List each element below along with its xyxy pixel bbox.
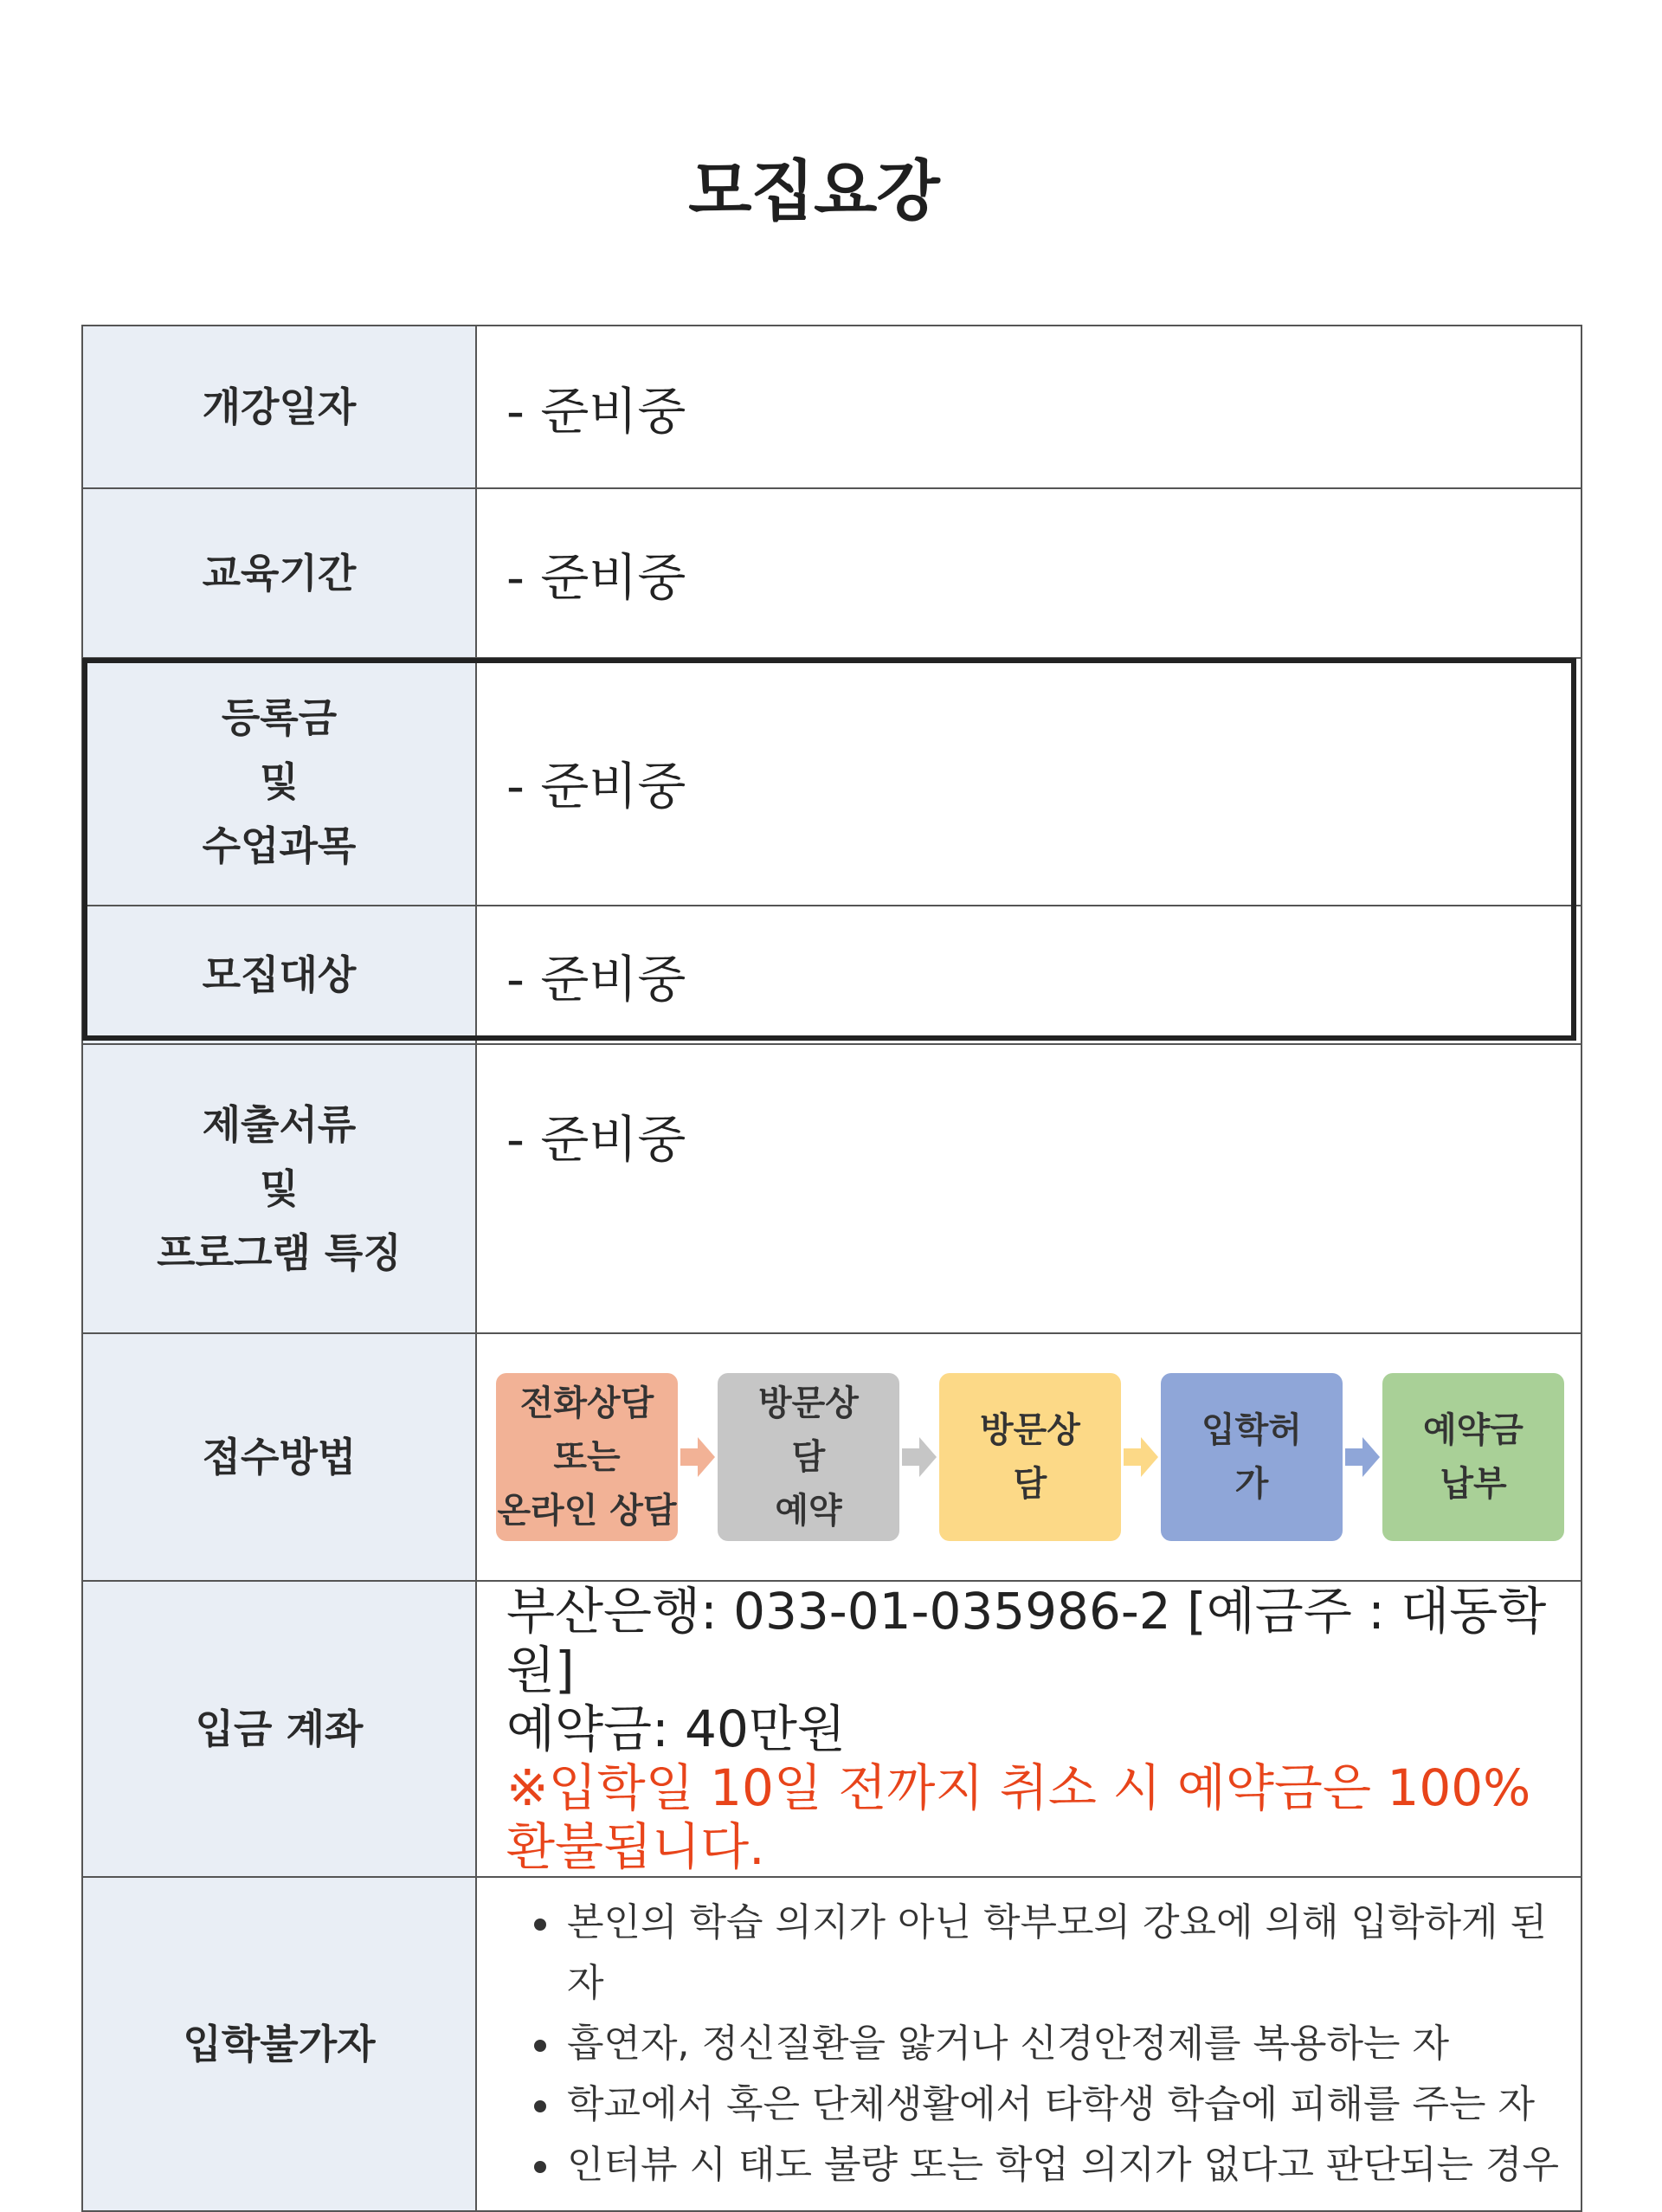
row-label bbox=[82, 326, 476, 488]
step-text: 온라인 상담 bbox=[497, 1491, 677, 1531]
row-value bbox=[476, 658, 1581, 906]
ineligible-list bbox=[506, 1893, 1581, 2196]
ineligible-list-cell bbox=[476, 1877, 1581, 2211]
table-row bbox=[82, 1581, 1581, 1877]
table-row bbox=[82, 488, 1581, 658]
deposit-amount-line: 예약금: 40만원 bbox=[506, 1699, 846, 1758]
step-visit-reservation bbox=[718, 1373, 899, 1541]
step-deposit-payment bbox=[1382, 1373, 1564, 1541]
row-label-text: 입학불가자 bbox=[183, 2021, 376, 2067]
page-title: 모집요강 bbox=[688, 152, 939, 229]
step-text: 담 bbox=[791, 1437, 826, 1477]
list-item-text: 흡연자, 정신질환을 앓거나 신경안정제를 복용하는 자 bbox=[567, 2022, 1450, 2066]
step-text: 담 bbox=[1013, 1464, 1047, 1504]
list-item bbox=[529, 2074, 1581, 2135]
arrow-right-icon bbox=[1123, 1431, 1159, 1483]
row-label-text: 개강일자 bbox=[202, 384, 357, 430]
row-value bbox=[476, 488, 1581, 658]
bullet-icon bbox=[534, 2040, 546, 2052]
row-value-text: - 준비중 bbox=[506, 548, 686, 607]
table-row bbox=[82, 1877, 1581, 2211]
table-row bbox=[82, 326, 1581, 488]
row-value-text: - 준비중 bbox=[506, 382, 686, 441]
row-label-text: 제출서류 bbox=[202, 1101, 357, 1148]
step-text: 전화상담 bbox=[519, 1383, 654, 1423]
row-value-text: - 준비중 bbox=[506, 757, 686, 816]
row-label bbox=[82, 1581, 476, 1877]
bullet-icon bbox=[534, 2100, 546, 2112]
step-text: 방문상 bbox=[980, 1410, 1080, 1450]
table-row bbox=[82, 1044, 1581, 1333]
deposit-account-info bbox=[476, 1581, 1581, 1877]
bank-account-line: 부산은행: 033-01-035986-2 [예금주 : 대동학원] bbox=[506, 1582, 1547, 1699]
row-label-text: 모집대상 bbox=[202, 951, 357, 998]
row-label bbox=[82, 488, 476, 658]
step-text: 입학허 bbox=[1201, 1410, 1302, 1450]
row-label-text: 프로그램 특징 bbox=[157, 1229, 402, 1276]
bullet-icon bbox=[534, 2161, 546, 2173]
step-text: 방문상 bbox=[758, 1383, 859, 1423]
row-value bbox=[476, 1044, 1581, 1333]
arrow-right-icon bbox=[680, 1431, 716, 1483]
row-label bbox=[82, 906, 476, 1044]
row-value-text: - 준비중 bbox=[506, 1110, 686, 1169]
step-text: 예약금 bbox=[1423, 1410, 1524, 1450]
row-label-text: 등록금 bbox=[221, 694, 338, 741]
step-text: 가 bbox=[1234, 1464, 1269, 1504]
row-value-text: - 준비중 bbox=[506, 950, 686, 1009]
row-label-text: 수업과목 bbox=[202, 822, 357, 869]
admission-requirements-table bbox=[81, 325, 1582, 2212]
table-row bbox=[82, 658, 1581, 906]
row-label-text: 접수방법 bbox=[202, 1434, 357, 1480]
step-text: 또는 bbox=[553, 1437, 621, 1477]
arrow-right-icon bbox=[901, 1431, 937, 1483]
row-label bbox=[82, 1877, 476, 2211]
list-item-text: 인터뷰 시 태도 불량 또는 학업 의지가 없다고 판단되는 경우 bbox=[567, 2143, 1559, 2187]
row-label-text: 및 bbox=[260, 758, 299, 805]
arrow-right-icon bbox=[1344, 1431, 1381, 1483]
row-value bbox=[476, 906, 1581, 1044]
list-item bbox=[529, 2014, 1581, 2074]
row-label bbox=[82, 658, 476, 906]
row-value bbox=[476, 326, 1581, 488]
row-label bbox=[82, 1333, 476, 1581]
application-steps bbox=[496, 1373, 1581, 1541]
refund-notice: ※입학일 10일 전까지 취소 시 예약금은 100% 환불됩니다. bbox=[506, 1758, 1531, 1876]
table-row bbox=[82, 906, 1581, 1044]
row-label bbox=[82, 1044, 476, 1333]
table-row bbox=[82, 1333, 1581, 1581]
step-visit-consult bbox=[939, 1373, 1121, 1541]
step-text: 납부 bbox=[1440, 1464, 1507, 1504]
row-label-text: 교육기간 bbox=[202, 550, 357, 597]
step-phone-consult bbox=[496, 1373, 678, 1541]
application-steps-cell bbox=[476, 1333, 1581, 1581]
bullet-icon bbox=[534, 1919, 546, 1931]
list-item-text: 본인의 학습 의지가 아닌 학부모의 강요에 의해 입학하게 된 자 bbox=[567, 1900, 1547, 2005]
list-item bbox=[529, 1893, 1581, 2014]
row-label-text: 및 bbox=[260, 1165, 299, 1212]
step-admission-approval bbox=[1161, 1373, 1343, 1541]
step-text: 예약 bbox=[775, 1491, 842, 1531]
row-label-text: 입금 계좌 bbox=[195, 1706, 364, 1752]
list-item-text: 학교에서 혹은 단체생활에서 타학생 학습에 피해를 주는 자 bbox=[567, 2082, 1535, 2126]
